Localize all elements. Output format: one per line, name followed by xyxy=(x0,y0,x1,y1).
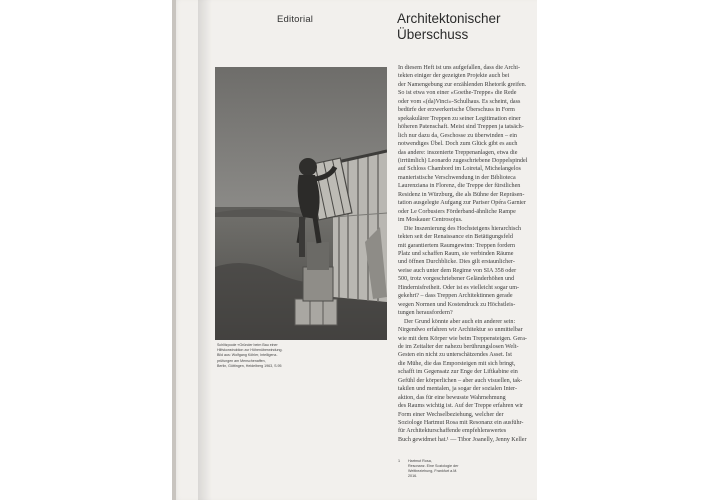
caption-line: Berlin, Göttingen, Heidelberg 1963, S.95 xyxy=(217,363,282,368)
text-line: oder vom «(da)Vinci»-Schulhaus. Es scheint, dass xyxy=(398,98,521,105)
text-line: das andere: inszenierte Treppenanlagen, etwa die xyxy=(398,149,518,156)
text-line: Die Inszenierung des Hochsteigens hierarchisch xyxy=(404,225,522,232)
historic-photo xyxy=(215,67,387,340)
caption-line: prüfungen am Menschenaffen, xyxy=(217,358,266,363)
footnote-line: Hartmut Rosa, xyxy=(408,459,432,463)
text-line: tation ausgelegte Aufgang zur Pariser Opéra Garnier xyxy=(398,200,526,207)
paragraph-2 xyxy=(398,225,537,318)
text-line: im Moskauer Centrosojus. xyxy=(398,217,463,224)
footnote-line: Resonanz. Eine Soziologie der xyxy=(408,464,459,468)
text-line: notwendiges Übel. Doch zum Glück gibt es auch xyxy=(398,141,518,148)
text-line: Laurenziana in Florenz, die Treppe der fürstlichen xyxy=(398,183,521,190)
text-line: die Mühe, die das Emporsteigen mit sich bringt, xyxy=(398,360,516,367)
text-line: aktion, das für eine bewusste Wahrnehmung xyxy=(398,394,506,401)
page-edge xyxy=(172,0,176,500)
text-line: wegen Normen und Kostendruck zu Höchstleis- xyxy=(398,301,516,308)
text-line: So ist etwa von einer «Goethe-Treppe» die Rede xyxy=(398,90,517,97)
text-line: spekakulärer Treppen zu seiner Legitimation einer xyxy=(398,115,521,122)
text-line: des Raums wichtig ist. Auf der Treppe erfahren wir xyxy=(398,403,524,410)
footnote-line: 2016. xyxy=(408,474,418,478)
caption-line: Bild aus: Wolfgang Köhler, Intelligenz- xyxy=(217,353,278,358)
text-line: tekten seit der Renaissance ein Betätigungsfeld xyxy=(398,234,513,241)
text-line: Gesten ein nicht zu unterschätzendes Asset. Ist xyxy=(398,352,512,359)
text-line: tungen herausfordern? xyxy=(398,310,453,317)
title-line-1: Architektonischer xyxy=(397,11,501,26)
text-line: auf Schloss Chambord im Loiretal, Michelangelos xyxy=(398,166,521,173)
text-line: Residenz in Würzburg, die als Bühne der Repräsen- xyxy=(398,191,525,198)
paragraph-1 xyxy=(398,64,537,225)
text-line: takilen und mentalen, ja sogar der sozialen Inter- xyxy=(398,386,517,393)
caption-line: Hilfskonstruktion zur Höhenüberwindung. xyxy=(217,348,283,353)
text-line: gekehrt? – dass Treppen Architektinnen gerade xyxy=(398,293,513,300)
footnote-line: Weltbeziehung, Frankfurt a.M. xyxy=(408,469,458,473)
text-line: und öffnen Durchblicke. Dies gilt erstaunlicher- xyxy=(398,259,515,266)
text-line: Nirgendwo erfahren wir Architektur so unmittelbar xyxy=(398,327,523,334)
text-line: wie mit dem Körper wie beim Treppensteigen. Gera- xyxy=(398,335,527,342)
text-line: mit garantiertem Raumgewinn: Treppen fordern xyxy=(398,242,516,249)
text-line: Platz und schaffen Raum, sie verbinden Räume xyxy=(398,250,514,257)
text-line: Gefühl der körperlichen – aber auch visuellen, tak- xyxy=(398,377,523,384)
text-line: tekten einiger der gezeigten Projekte auch bei xyxy=(398,73,510,80)
text-line: schafft im Gegensatz zur Enge der Liftkabine ein xyxy=(398,369,518,376)
caption-line: Schlitzpoole «Gründer beim Bau einer xyxy=(217,343,278,347)
spine-shadow xyxy=(198,0,212,500)
title-line-2: Überschuss xyxy=(397,27,469,42)
text-line: de im Zeitalter der nahezu berührungslosen Welt- xyxy=(398,343,519,350)
text-line: der Namengebung zur erzählenden Rhetorik greifen. xyxy=(398,81,527,88)
photo-caption xyxy=(217,343,327,369)
article-title xyxy=(397,11,537,43)
article-body xyxy=(398,64,537,464)
text-line: weise auch unter dem Regime von SIA 358 oder xyxy=(398,267,517,274)
text-line: höheren Patenschaft. Meist sind Treppen ja tatsäch- xyxy=(398,124,524,131)
text-line: bedürfe der erzwerkerische Überschuss in Form xyxy=(398,107,515,114)
paragraph-3 xyxy=(398,318,537,445)
footnote-number: 1 xyxy=(398,459,401,463)
text-line: Hindernisfreiheit. Oder ist es vielleicht sogar um- xyxy=(398,284,519,291)
section-label: Editorial xyxy=(277,14,314,25)
text-line: In diesem Heft ist uns aufgefallen, dass die Archi- xyxy=(398,65,521,71)
photo-illustration xyxy=(215,67,387,340)
footnote xyxy=(398,459,537,479)
text-line: lich nur dazu da, Geschosse zu überwinden – ein xyxy=(398,132,517,139)
text-line: (irrtümlich) Leonardo zugeschriebene Doppelspindel xyxy=(398,157,528,164)
text-line: oder Le Corbusiers Förderband-ähnliche Rampe xyxy=(398,208,516,215)
text-line: Der Grund könnte aber auch ein anderer sein: xyxy=(404,318,516,325)
text-line: für Architekturschaffende empfehlenswertes xyxy=(398,428,507,435)
text-line: Soziologe Hartmut Rosa mit Resonanz ein ausführ- xyxy=(398,420,524,427)
text-line: 500, trotz vorgeschriebener Geländerhöhen und xyxy=(398,276,515,283)
text-line: Buch gewidmet hat.¹ — Tibor Joanelly, Jenny Keller xyxy=(398,436,527,443)
footnote-text xyxy=(408,459,537,479)
text-line: Form einer Wechselbeziehung, welcher der xyxy=(398,411,504,418)
text-line: manieristische Verschwendung in der Biblioteca xyxy=(398,174,516,181)
